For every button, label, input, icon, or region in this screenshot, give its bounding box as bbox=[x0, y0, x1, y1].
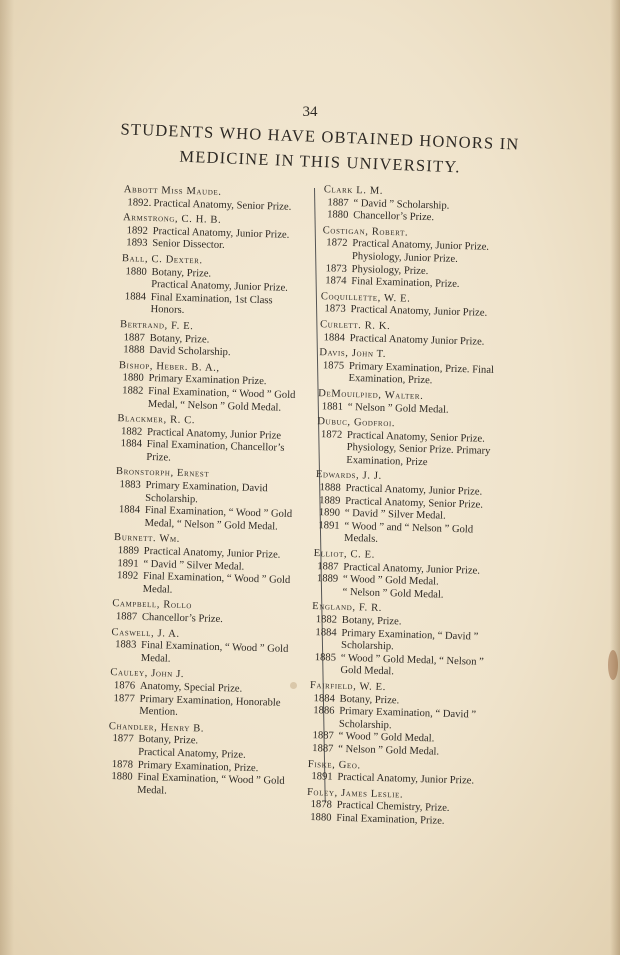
award-text: Practical Anatomy, Senior Prize. Physiology, Senior Prize. Primary Examination, Prize bbox=[346, 429, 491, 469]
honor-entry bbox=[317, 184, 518, 227]
honor-entry bbox=[314, 291, 515, 322]
award-text: Practical Anatomy, Senior Prize. bbox=[345, 495, 484, 511]
award-year: 1872 bbox=[326, 237, 348, 250]
award-text: Chancellor’s Prize. bbox=[141, 611, 224, 626]
student-name: Elliot, C. E. bbox=[313, 548, 376, 561]
award-text: Final Examination, “ Wood ” Gold Medal. bbox=[142, 571, 291, 596]
student-name: Bronstorph, Ernest bbox=[115, 466, 210, 481]
honor-entry bbox=[314, 319, 515, 350]
student-name: Chandler, Henry B. bbox=[108, 720, 205, 735]
award-row bbox=[118, 504, 301, 534]
award-text: Final Examination, “ Wood ” Gold Medal. bbox=[140, 640, 289, 665]
award-text: Practical Anatomy, Junior Prize bbox=[146, 426, 282, 442]
award-text: Primary Examination, Honorable Mention. bbox=[139, 693, 281, 719]
award-text: Practical Anatomy, Junior Prize. bbox=[343, 561, 481, 577]
award-text: Final Examination, Chancellor’s Prize. bbox=[146, 439, 285, 464]
award-text: David Scholarship. bbox=[149, 345, 231, 359]
award-text: “ David ” Scholarship. bbox=[353, 197, 450, 212]
page-title-line-1: STUDENTS WHO HAVE OBTAINED HONORS IN bbox=[120, 119, 520, 154]
award-year: 1878 bbox=[310, 799, 332, 811]
award-year: 1881 bbox=[321, 400, 344, 413]
student-name: Blackmer, R. C. bbox=[117, 413, 196, 427]
award-year: 1887 bbox=[123, 331, 146, 344]
award-year: 1882 bbox=[122, 385, 144, 397]
page-title-line-2: MEDICINE IN THIS UNIVERSITY. bbox=[179, 146, 461, 177]
award-year: 1876 bbox=[113, 680, 136, 692]
award-year: 1877 bbox=[112, 733, 134, 745]
honor-entry bbox=[112, 360, 305, 416]
honor-entry bbox=[301, 758, 502, 789]
award-text: Primary Examination, “ David ” Scholarship. bbox=[338, 705, 477, 732]
award-text: Practical Anatomy, Junior Prize. bbox=[350, 304, 488, 320]
award-year: 1885 bbox=[314, 651, 337, 664]
award-text: “ Wood ” Gold Medal. bbox=[342, 574, 439, 588]
award-year: 1884 bbox=[315, 626, 337, 639]
award-row bbox=[314, 652, 505, 682]
award-year: 1889 bbox=[117, 545, 140, 557]
honor-entry bbox=[106, 598, 299, 629]
honor-entry bbox=[108, 466, 302, 534]
student-name: Fairfield, W. E. bbox=[309, 679, 387, 694]
award-text: Anatomy, Special Prize. bbox=[139, 680, 243, 695]
award-year: 1880 bbox=[125, 265, 147, 278]
award-text: Chancellor’s Prize. bbox=[352, 210, 435, 224]
student-name: Fiske, Geo. bbox=[307, 758, 361, 771]
award-text: Botany, Prize. bbox=[151, 266, 212, 280]
award-year: 1880 bbox=[111, 771, 133, 783]
award-year: 1884 bbox=[118, 504, 141, 516]
honor-entry bbox=[101, 721, 295, 802]
student-name: Bertrand, F. E. bbox=[119, 319, 194, 333]
award-year: 1872 bbox=[320, 428, 343, 441]
student-name: Edwards, J. J. bbox=[315, 469, 382, 483]
award-year: 1893 bbox=[126, 237, 148, 250]
award-year: 1882 bbox=[315, 614, 338, 626]
award-text: “ Wood ” Gold Medal. bbox=[338, 731, 435, 745]
award-text: “ Wood ” Gold Medal, “ Nelson ” Gold Medal. bbox=[340, 652, 484, 678]
award-text: Final Examination, “ Wood ” Gold Medal, “ Nelson ” Gold Medal. bbox=[144, 505, 293, 533]
award-year: 1883 bbox=[114, 639, 137, 651]
page-shadow-right bbox=[610, 0, 620, 955]
award-row bbox=[320, 429, 511, 472]
student-name: Curlett. R. K. bbox=[319, 319, 391, 333]
award-year: 1884 bbox=[120, 438, 143, 451]
award-text: Physiology, Prize. bbox=[351, 263, 429, 277]
award-row bbox=[122, 385, 305, 415]
award-text: “ Wood ” and “ Nelson ” Gold Medals. bbox=[343, 520, 474, 546]
student-name: Ball, C. Dexter. bbox=[121, 253, 203, 267]
student-name: Campbell, Rollo bbox=[112, 598, 193, 612]
award-year: 1880 bbox=[310, 811, 332, 824]
honor-entry bbox=[113, 319, 306, 362]
award-year: 1887 bbox=[327, 196, 349, 209]
award-text: Practical Anatomy, Junior Prize. bbox=[151, 279, 289, 294]
student-name: Caswell, J. A. bbox=[111, 626, 180, 640]
award-text: Primary Examination Prize. bbox=[148, 373, 267, 388]
award-year: 1874 bbox=[325, 275, 347, 287]
award-row bbox=[120, 438, 303, 468]
award-year bbox=[125, 278, 151, 291]
honor-entry bbox=[114, 253, 308, 321]
award-year: 1873 bbox=[325, 262, 347, 275]
student-name: Clark L. M. bbox=[323, 184, 384, 197]
award-year: 1878 bbox=[111, 758, 134, 771]
award-row bbox=[115, 639, 298, 669]
student-name: Burnett. Wm. bbox=[113, 532, 181, 546]
award-year: 1892. bbox=[127, 196, 152, 209]
award-year: 1891 bbox=[117, 557, 139, 570]
honor-entry bbox=[302, 680, 504, 761]
award-year: 1884 bbox=[323, 331, 346, 344]
honor-entry bbox=[116, 212, 309, 255]
award-text: Practical Anatomy Junior Prize. bbox=[349, 332, 485, 348]
award-text: Final Examination, “ Wood ” Gold Medal. bbox=[136, 771, 285, 797]
honor-entry bbox=[315, 225, 517, 294]
award-text: Final Examination, Prize. bbox=[336, 812, 445, 827]
award-text: Botany, Prize. bbox=[341, 614, 402, 628]
student-name: Abbott Miss Maude. bbox=[123, 184, 222, 198]
award-text: Final Examination, Prize. bbox=[351, 276, 460, 291]
award-year: 1889 bbox=[319, 494, 341, 507]
award-text: “ Nelson ” Gold Medal. bbox=[342, 586, 444, 601]
page-shadow-left bbox=[0, 0, 14, 955]
award-year: 1887 bbox=[312, 730, 334, 742]
student-name: Bishop, Heber. B. A., bbox=[118, 359, 220, 374]
award-text: Botany, Prize. bbox=[339, 693, 400, 707]
award-row bbox=[113, 693, 296, 723]
honor-entry bbox=[300, 786, 501, 829]
honor-entry bbox=[306, 548, 507, 604]
award-text: Primary Examination, David Scholarship. bbox=[145, 479, 268, 506]
honor-entry bbox=[105, 626, 298, 669]
student-name: Armstrong, C. H. B. bbox=[122, 212, 222, 227]
award-year: 1883 bbox=[119, 479, 141, 491]
award-row bbox=[318, 520, 509, 550]
award-row bbox=[124, 291, 307, 321]
award-year: 1886 bbox=[313, 705, 335, 717]
award-year: 1880 bbox=[122, 372, 144, 385]
award-text: “ David ” Silver Medal. bbox=[143, 558, 245, 573]
award-year: 1888 bbox=[123, 344, 145, 356]
award-year: 1884 bbox=[124, 290, 147, 303]
award-text: Primary Examination, “ David ” Scholarship. bbox=[340, 627, 479, 653]
page-number: 34 bbox=[302, 104, 318, 120]
award-text: Practical Anatomy, Prize. bbox=[137, 746, 246, 761]
award-year: 1890 bbox=[318, 507, 341, 519]
student-name: Foley, James Leslie. bbox=[306, 786, 404, 801]
left-column bbox=[101, 184, 310, 804]
honor-entry bbox=[308, 469, 510, 550]
award-year: 1887 bbox=[312, 742, 334, 755]
award-row bbox=[111, 771, 294, 801]
award-row bbox=[117, 570, 300, 600]
award-year: 1880 bbox=[326, 209, 349, 222]
award-text: Practical Chemistry, Prize. bbox=[336, 800, 450, 815]
honor-entry bbox=[312, 347, 513, 390]
award-year: 1882 bbox=[120, 425, 143, 438]
student-name: DeMouilpied, Walter. bbox=[317, 387, 424, 402]
award-text: Practical Anatomy, Junior Prize. bbox=[143, 545, 281, 561]
award-text: “ Nelson ” Gold Medal. bbox=[338, 743, 440, 758]
award-text: Senior Dissector. bbox=[152, 238, 225, 252]
award-text: Practical Anatomy, Junior Prize. bbox=[337, 771, 475, 787]
honor-entry bbox=[103, 667, 296, 723]
honor-entry bbox=[110, 413, 303, 469]
award-year: 1892 bbox=[116, 570, 139, 582]
student-name: Cauley, John J. bbox=[110, 667, 185, 681]
award-year: 1892 bbox=[126, 225, 149, 237]
award-text: Final Examination, “ Wood ” Gold Medal, “ Nelson ” Gold Medal. bbox=[147, 385, 296, 414]
edge-stain bbox=[608, 650, 618, 680]
student-name: Coquillette, W. E. bbox=[320, 290, 411, 305]
award-text: Botany, Prize. bbox=[138, 734, 199, 747]
award-year bbox=[112, 746, 138, 759]
award-row bbox=[322, 360, 513, 390]
award-year: 1887 bbox=[317, 560, 339, 573]
award-year: 1877 bbox=[113, 692, 135, 705]
award-year: 1887 bbox=[115, 611, 138, 623]
student-name: Davis, John T. bbox=[319, 347, 387, 361]
award-year: 1888 bbox=[319, 482, 341, 494]
honor-entry bbox=[107, 532, 301, 600]
award-year bbox=[316, 586, 342, 599]
student-name: Costigan, Robert. bbox=[322, 224, 409, 239]
award-year: 1889 bbox=[316, 573, 339, 585]
student-name: England, F. R. bbox=[312, 601, 383, 615]
award-year: 1884 bbox=[313, 692, 335, 705]
award-year: 1875 bbox=[322, 359, 345, 372]
award-year: 1891 bbox=[318, 519, 340, 532]
award-text: Primary Examination, Prize. Final Examination, Prize. bbox=[348, 360, 495, 387]
honor-entry bbox=[304, 601, 506, 682]
honor-entry bbox=[310, 416, 511, 472]
award-text: Botany, Prize. bbox=[149, 332, 210, 346]
award-text: Practical Anatomy, Junior Prize. Physiology, Junior Prize. bbox=[351, 238, 490, 265]
award-text: “ David ” Silver Medal. bbox=[344, 508, 446, 522]
student-name: Dubuc, Godfroi. bbox=[317, 416, 396, 430]
award-text: Primary Examination, Prize. bbox=[137, 759, 259, 774]
award-text: Practical Anatomy, Junior Prize. bbox=[345, 482, 483, 498]
right-column bbox=[300, 184, 518, 833]
honor-entry bbox=[117, 184, 310, 215]
award-year: 1873 bbox=[324, 303, 346, 316]
award-text: Final Examination, 1st Class Honors. bbox=[150, 291, 273, 317]
honor-entry bbox=[312, 388, 513, 419]
award-text: Practical Anatomy, Junior Prize. bbox=[152, 225, 290, 241]
award-text: Practical Anatomy, Senior Prize. bbox=[153, 197, 292, 213]
award-year: 1891 bbox=[311, 771, 333, 783]
award-text: “ Nelson ” Gold Medal. bbox=[347, 401, 449, 416]
